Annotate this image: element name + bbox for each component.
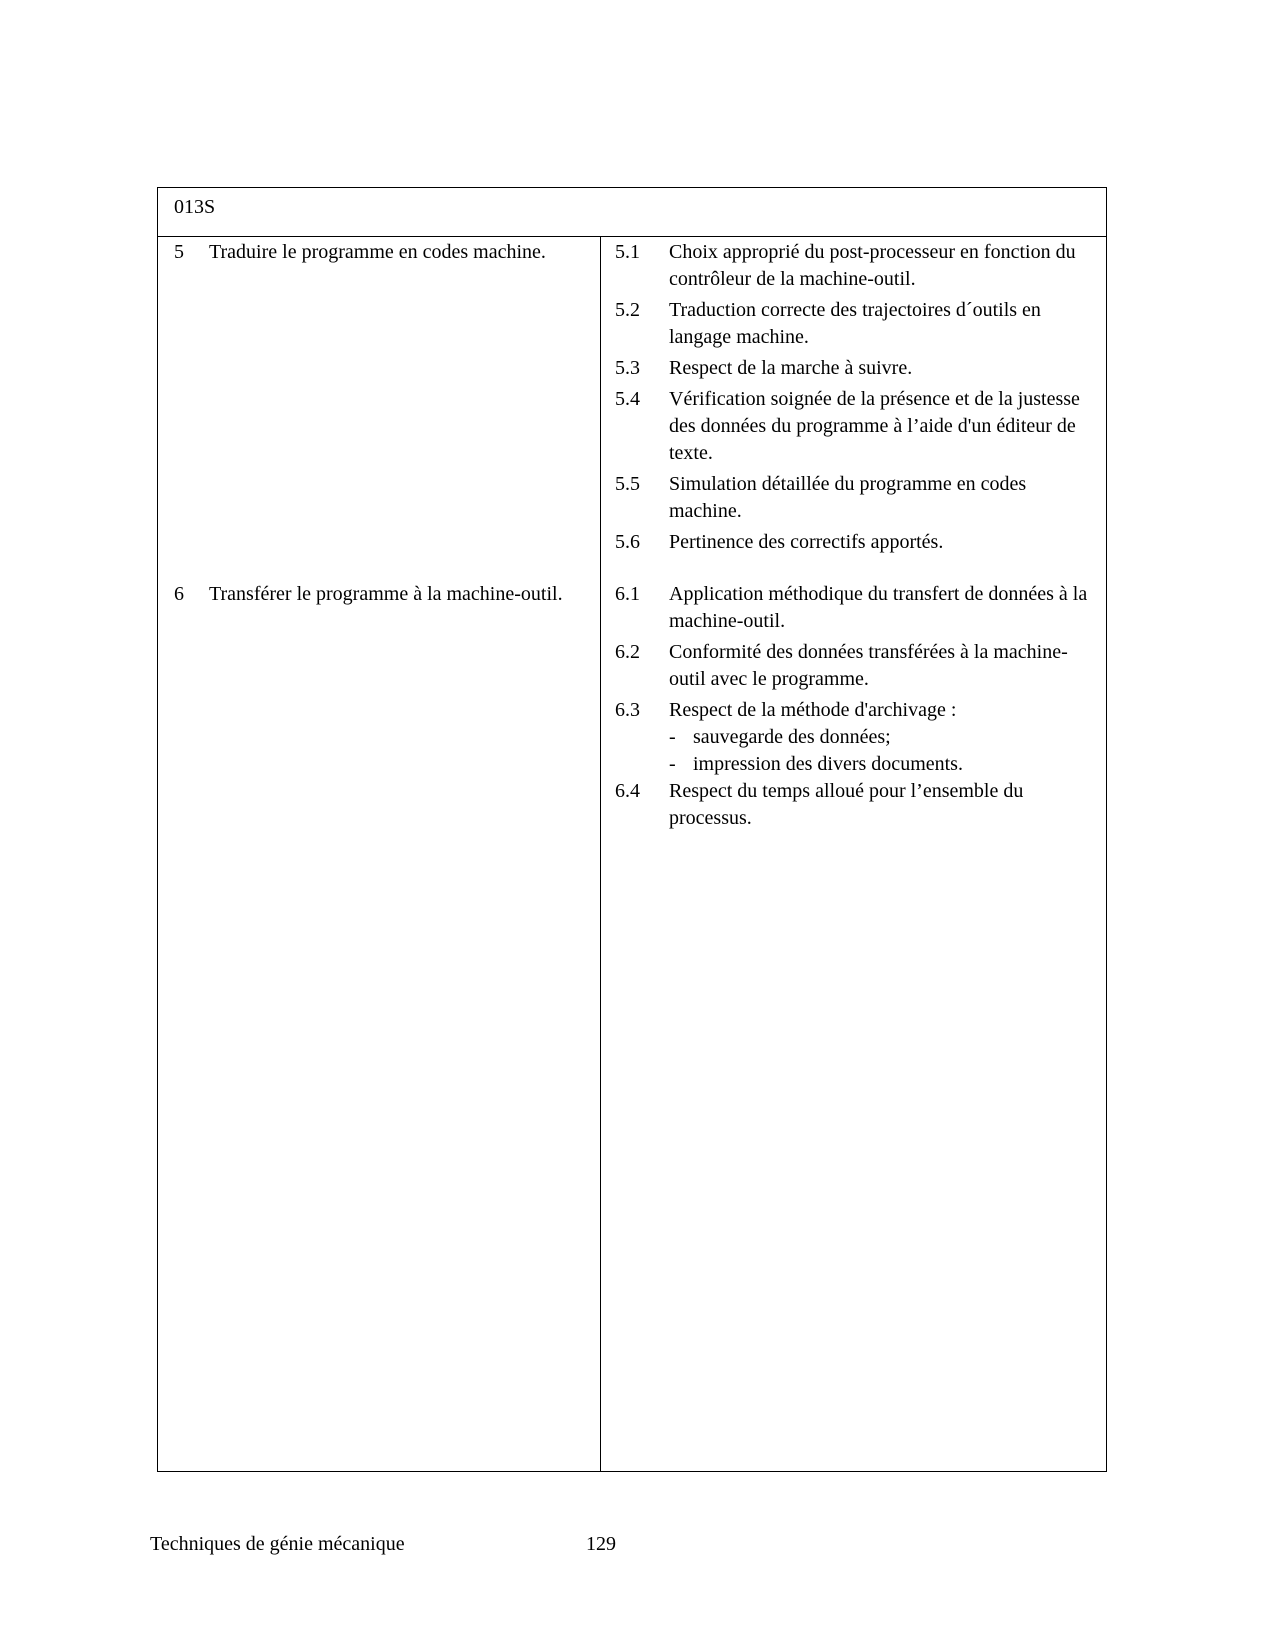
criterion-number: 5.3 <box>615 357 640 379</box>
column-divider <box>600 237 601 1471</box>
criterion-number: 5.5 <box>615 473 640 495</box>
sub-item-print <box>669 751 1093 778</box>
criterion-text: Conformité des données transférées à la machine-outil avec le programme. <box>669 641 1068 690</box>
criterion-text: Respect de la marche à suivre. <box>669 357 913 379</box>
element-5-number: 5 <box>174 241 184 263</box>
element-6-text: Transférer le programme à la machine-outil. <box>209 583 563 605</box>
criterion-number: 5.6 <box>615 531 640 553</box>
criterion-5-2 <box>615 297 1093 351</box>
criterion-6-1 <box>615 581 1093 635</box>
criterion-text: Respect du temps alloué pour l’ensemble du processus. <box>669 780 1024 829</box>
criterion-text: Traduction correcte des trajectoires d´outils en langage machine. <box>669 299 1041 348</box>
criterion-5-5 <box>615 471 1093 525</box>
criterion-number: 6.1 <box>615 583 640 605</box>
list-dash: - <box>669 753 676 775</box>
criterion-text: Respect de la méthode d'archivage : <box>669 699 957 721</box>
list-dash: - <box>669 726 676 748</box>
criteria-list-element-6 <box>615 581 1093 836</box>
criterion-number: 5.2 <box>615 299 640 321</box>
sub-item-text: sauvegarde des données; <box>693 726 891 748</box>
criterion-text: Vérification soignée de la présence et de la justesse des données du programme à l’aide d'un éditeur de texte. <box>669 388 1080 464</box>
criterion-number: 6.2 <box>615 641 640 663</box>
element-5 <box>174 239 579 266</box>
criterion-text: Application méthodique du transfert de données à la machine-outil. <box>669 583 1088 632</box>
criterion-5-4 <box>615 386 1093 467</box>
criterion-6-2 <box>615 639 1093 693</box>
criterion-number: 5.4 <box>615 388 640 410</box>
criterion-6-4 <box>615 778 1093 832</box>
criterion-number: 6.3 <box>615 699 640 721</box>
criterion-text: Simulation détaillée du programme en codes machine. <box>669 473 1027 522</box>
criterion-number: 5.1 <box>615 241 640 263</box>
criterion-5-1 <box>615 239 1093 293</box>
element-5-text: Traduire le programme en codes machine. <box>209 241 546 263</box>
sub-item-backup <box>669 724 1093 751</box>
criterion-5-3 <box>615 355 1093 382</box>
criterion-text: Pertinence des correctifs apportés. <box>669 531 944 553</box>
criterion-6-3 <box>615 697 1093 724</box>
element-6 <box>174 581 579 608</box>
sub-item-text: impression des divers documents. <box>693 753 963 775</box>
competency-code-row <box>158 188 1106 237</box>
criteria-list-element-5 <box>615 239 1093 560</box>
criterion-number: 6.4 <box>615 780 640 802</box>
competency-code: 013S <box>174 196 216 218</box>
criterion-text: Choix approprié du post-processeur en fonction du contrôleur de la machine-outil. <box>669 241 1076 290</box>
element-6-number: 6 <box>174 583 184 605</box>
footer-program-title: Techniques de génie mécanique <box>150 1533 405 1555</box>
competency-table <box>157 187 1107 1472</box>
footer-page-number: 129 <box>586 1533 616 1555</box>
criterion-5-6 <box>615 529 1093 556</box>
